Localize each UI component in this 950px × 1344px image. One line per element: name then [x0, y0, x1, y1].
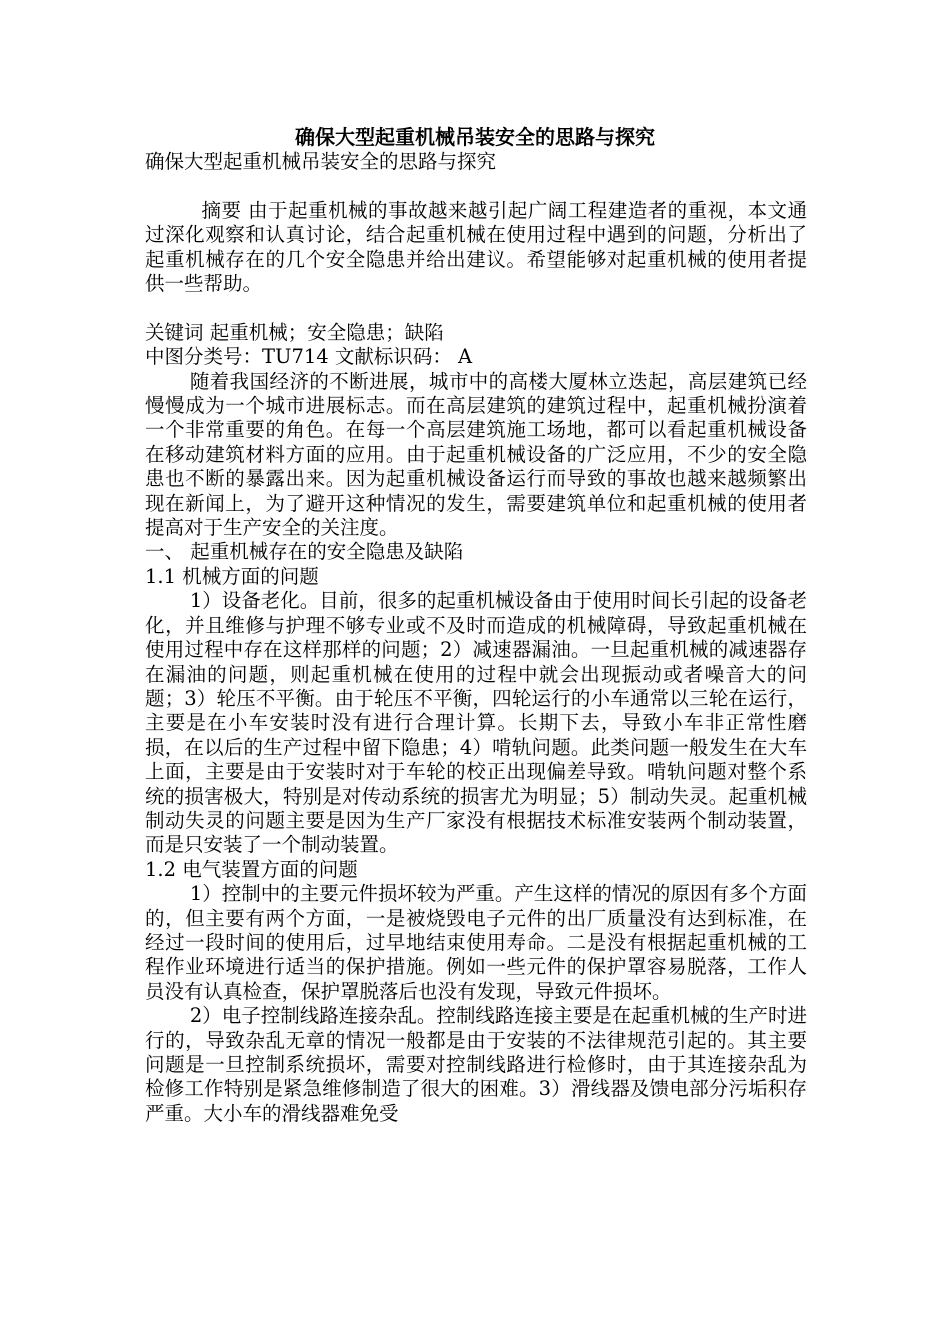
document-title: 确保大型起重机械吊装安全的思路与探究: [295, 125, 655, 149]
document-body: [145, 150, 807, 1126]
section-1-2-heading: 1.2 电气装置方面的问题: [145, 857, 358, 881]
document-subtitle: 确保大型起重机械吊装安全的思路与探究: [145, 150, 497, 173]
section-1-heading: 一、 起重机械存在的安全隐患及缺陷: [145, 540, 464, 564]
keywords-line: 关键词 起重机械；安全隐患；缺陷: [145, 320, 444, 344]
section-1-1-heading: 1.1 机械方面的问题: [145, 564, 319, 588]
blank-line: [145, 296, 807, 320]
classification-line: 中图分类号：TU714 文献标识码： A: [145, 345, 473, 369]
section-1-2-paragraph-1: 1）控制中的主要元件损坏较为严重。产生这样的情况的原因有多个方面的，但主要有两个方面，一是被烧毁电子元件的出厂质量没有达到标准，在经过一段时间的使用后，过早地结束使用寿命。二是没有根据起重机械的工程作业环境进行适当的保护措施。例如一些元件的保护罩容易脱落，工作人员没有认真检查，保护罩脱落后也没有发现，导致元件损坏。: [145, 882, 807, 1003]
section-1-1-paragraph: 1）设备老化。目前，很多的起重机械设备由于使用时间长引起的设备老化，并且维修与护理不够专业或不及时而造成的机械障碍，导致起重机械在使用过程中存在这样那样的问题；2）减速器漏油。一旦起重机械的减速器存在漏油的问题，则起重机械在使用的过程中就会出现振动或者噪音大的问题；3）轮压不平衡。由于轮压不平衡，四轮运行的小车通常以三轮在运行，主要是在小车安装时没有进行合理计算。长期下去，导致小车非正常性磨损，在以后的生产过程中留下隐患；4）啃轨问题。此类问题一般发生在大车上面，主要是由于安装时对于车轮的校正出现偏差导致。啃轨问题对整个系统的损害极大，特别是对传动系统的损害尤为明显；5）制动失灵。起重机械制动失灵的问题主要是因为生产厂家没有根据技术标准安装两个制动装置，而是只安装了一个制动装置。: [145, 589, 807, 857]
section-1-2-paragraph-2: 2）电子控制线路连接杂乱。控制线路连接主要是在起重机械的生产时进行的，导致杂乱无章的情况一般都是由于安装的不法律规范引起的。其主要问题是一旦控制系统损坏，需要对控制线路进行检修时，由于其连接杂乱为检修工作特别是紧急维修制造了很大的困难。3）滑线器及馈电部分污垢积存严重。大小车的滑线器难免受: [145, 1004, 807, 1125]
blank-line: [145, 174, 807, 198]
abstract-paragraph: 摘要 由于起重机械的事故越来越引起广阔工程建造者的重视，本文通过深化观察和认真讨论，结合起重机械在使用过程中遇到的问题，分析出了起重机械存在的几个安全隐患并给出建议。希望能够对起重机械的使用者提供一些帮助。: [145, 198, 807, 296]
intro-paragraph: 随着我国经济的不断进展，城市中的高楼大厦林立迭起，高层建筑已经慢慢成为一个城市进展标志。而在高层建筑的建筑过程中，起重机械扮演着一个非常重要的角色。在每一个高层建筑施工场地，都可以看起重机械设备在移动建筑材料方面的应用。由于起重机械设备的广泛应用，不少的安全隐患也不断的暴露出来。因为起重机械设备运行而导致的事故也越来越频繁出现在新闻上，为了避开这种情况的发生，需要建筑单位和起重机械的使用者提高对于生产安全的关注度。: [145, 369, 807, 540]
